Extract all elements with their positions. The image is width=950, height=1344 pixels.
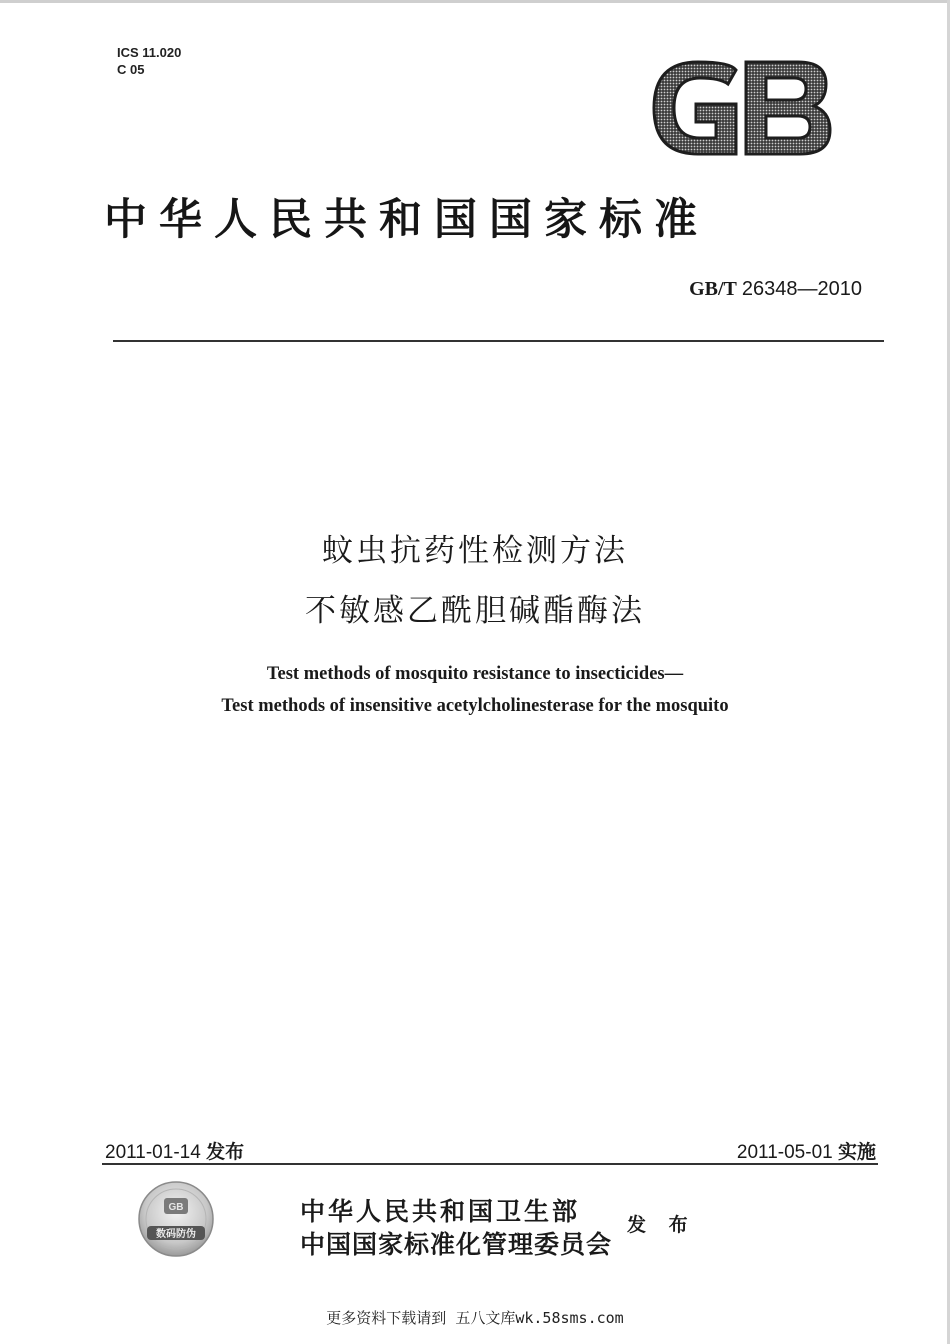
implementation-date-value: 2011-05-01 — [736, 1142, 833, 1163]
issue-date-value: 2011-01-14 — [105, 1142, 201, 1163]
ics-classification — [117, 44, 181, 78]
standard-category-title: 中华人民共和国国家标准 — [104, 195, 709, 245]
chinese-title-line-2: 不敏感乙酰胆碱酯酶法 — [305, 593, 645, 629]
publish-label: 发 布 — [627, 1214, 696, 1236]
seal-label: 数码防伪 — [156, 1229, 196, 1240]
issuer-line-2: 中国国家标准化管理委员会 — [300, 1230, 613, 1259]
issue-date — [105, 1137, 244, 1164]
download-footer-note: 更多资料下载请到 五八文库wk.58sms.com — [326, 1309, 624, 1327]
gb-logo-b-shape — [746, 62, 830, 154]
anti-counterfeit-seal-icon — [137, 1180, 215, 1258]
chinese-title-line-1: 蚊虫抗药性检测方法 — [322, 533, 628, 569]
standard-number — [689, 278, 862, 301]
scan-top-edge — [0, 0, 950, 3]
english-title-line-2: Test methods of insensitive acetylcholinesterase for the mosquito — [221, 696, 729, 716]
implementation-date-label: 实施 — [837, 1141, 876, 1163]
standard-code: GB/T — [689, 278, 737, 300]
issuer-line-1: 中华人民共和国卫生部 — [300, 1197, 581, 1226]
implementation-date — [737, 1137, 876, 1164]
english-title-line-1: Test methods of mosquito resistance to insecticides— — [266, 664, 684, 684]
header-divider — [113, 340, 884, 342]
ics-code: ICS 11.020 — [117, 45, 182, 60]
svg-text:GB: GB — [168, 1202, 184, 1213]
footer-divider — [102, 1163, 878, 1165]
ccs-code: C 05 — [117, 62, 145, 77]
gb-logo-g-shape — [654, 62, 736, 154]
standard-number-value: 26348—2010 — [741, 278, 862, 300]
gb-logo — [648, 58, 834, 158]
gb-logo-text: GB — [648, 58, 650, 59]
issue-date-label: 发布 — [206, 1141, 245, 1163]
